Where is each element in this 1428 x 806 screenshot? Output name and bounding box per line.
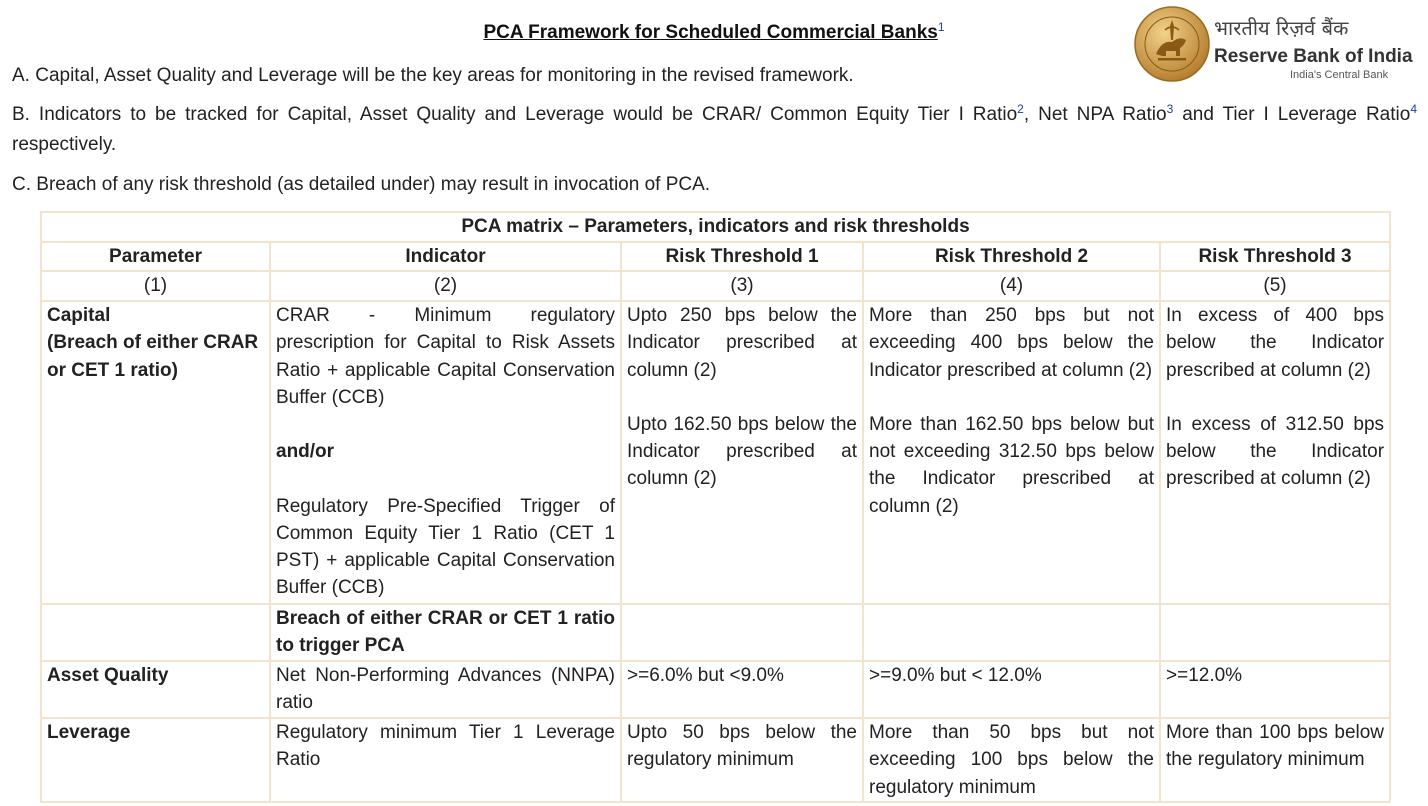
asset-quality-rt3: >=12.0% — [1160, 661, 1390, 718]
column-number-5: (5) — [1160, 271, 1390, 301]
capital-parameter-title: Capital — [47, 305, 111, 327]
table-header-row — [41, 242, 1390, 271]
table-row-leverage — [41, 718, 1390, 802]
column-number-2: (2) — [270, 271, 621, 301]
column-number-row — [41, 271, 1390, 301]
leverage-indicator: Regulatory minimum Tier 1 Leverage Ratio — [270, 718, 621, 802]
header-risk-threshold-1: Risk Threshold 1 — [621, 242, 863, 271]
column-number-4: (4) — [863, 271, 1160, 301]
leverage-rt1: Upto 50 bps below the regulatory minimum — [621, 718, 863, 802]
capital-risk-threshold-2-cell — [863, 301, 1160, 604]
breach-note-empty-cell — [41, 604, 270, 661]
capital-indicator-cet1: Regulatory Pre-Specified Trigger of Common Equity Tier 1 Ratio (CET 1 PST) + applicable Capital Conservation Buffer (CCB) — [276, 495, 615, 599]
spacer — [276, 411, 615, 438]
asset-quality-indicator: Net Non-Performing Advances (NNPA) ratio — [270, 661, 621, 718]
paragraph-b-text-2: , Net NPA Ratio — [1023, 104, 1167, 125]
header-risk-threshold-2: Risk Threshold 2 — [863, 242, 1160, 271]
footnote-ref-3[interactable]: 3 — [1166, 102, 1174, 116]
leverage-rt2: More than 50 bps but not exceeding 100 bps below the regulatory minimum — [863, 718, 1160, 802]
footnote-ref-2[interactable]: 2 — [1017, 102, 1024, 116]
column-number-1: (1) — [41, 271, 270, 301]
spacer — [869, 384, 1154, 411]
header-parameter: Parameter — [41, 242, 270, 271]
asset-quality-parameter: Asset Quality — [41, 661, 270, 718]
header-indicator: Indicator — [270, 242, 621, 271]
capital-indicator-andor: and/or — [276, 441, 335, 463]
table-row-breach-note — [41, 604, 1390, 661]
logo-tagline: India's Central Bank — [1290, 69, 1389, 81]
paragraph-b-text-4: respectively. — [12, 134, 117, 155]
asset-quality-rt2: >=9.0% but < 12.0% — [863, 661, 1160, 718]
spacer — [1166, 384, 1384, 411]
footnote-ref-4[interactable]: 4 — [1410, 102, 1417, 116]
table-row-asset-quality — [41, 661, 1390, 718]
capital-risk-threshold-3-cell — [1160, 301, 1390, 604]
capital-risk-threshold-1-cell — [621, 301, 863, 604]
capital-rt1-cet1: Upto 162.50 bps below the Indicator prescribed at column (2) — [627, 414, 857, 490]
capital-indicator-crar: CRAR - Minimum regulatory prescription for Capital to Risk Assets Ratio + applicable Capital Conservation Buffer (CCB) — [276, 305, 615, 408]
breach-note-empty-cell — [1160, 604, 1390, 661]
logo-hindi-text: भारतीय रिज़र्व बैंक — [1214, 16, 1349, 40]
paragraph-b — [12, 100, 1417, 160]
capital-rt1-crar: Upto 250 bps below the Indicator prescribed at column (2) — [627, 305, 857, 381]
breach-note-empty-cell — [621, 604, 863, 661]
capital-rt3-cet1: In excess of 312.50 bps below the Indicator prescribed at column (2) — [1166, 414, 1385, 490]
capital-parameter-cell — [41, 301, 270, 604]
spacer — [276, 465, 615, 492]
table-row-capital — [41, 301, 1390, 604]
leverage-parameter: Leverage — [41, 718, 270, 802]
logo-english-text: Reserve Bank of India — [1214, 46, 1413, 67]
breach-note-cell: Breach of either CRAR or CET 1 ratio to trigger PCA — [270, 604, 621, 661]
capital-parameter-subtitle: (Breach of either CRAR or CET 1 ratio) — [47, 332, 259, 381]
capital-rt3-crar: In excess of 400 bps below the Indicator prescribed at column (2) — [1166, 305, 1385, 381]
capital-indicator-cell — [270, 301, 621, 604]
asset-quality-rt1: >=6.0% but <9.0% — [621, 661, 863, 718]
spacer — [627, 384, 857, 411]
paragraph-a: A. Capital, Asset Quality and Leverage will be the key areas for monitoring in the revised framework. — [12, 65, 854, 86]
leverage-rt3: More than 100 bps below the regulatory minimum — [1160, 718, 1390, 802]
header-risk-threshold-3: Risk Threshold 3 — [1160, 242, 1390, 271]
pca-matrix-table — [40, 211, 1391, 803]
table-caption: PCA matrix – Parameters, indicators and risk thresholds — [41, 212, 1390, 242]
breach-note-empty-cell — [863, 604, 1160, 661]
capital-rt2-crar: More than 250 bps but not exceeding 400 bps below the Indicator prescribed at column (2) — [869, 305, 1154, 381]
table-caption-row — [41, 212, 1390, 242]
capital-rt2-cet1: More than 162.50 bps below but not exceeding 312.50 bps below the Indicator prescribed at column (2) — [869, 414, 1154, 517]
page-title-text: PCA Framework for Scheduled Commercial Banks — [483, 22, 938, 43]
page-title: PCA Framework for Scheduled Commercial Banks$^1$ — [483, 20, 945, 43]
paragraph-b-text-1: B. Indicators to be tracked for Capital, Asset Quality and Leverage would be CRAR/ Common Equity Tier I Ratio — [12, 104, 1018, 125]
paragraph-b-text-3: and Tier I Leverage Ratio — [1173, 104, 1411, 125]
paragraph-c: C. Breach of any risk threshold (as detailed under) may result in invocation of PCA. — [12, 174, 711, 195]
column-number-3: (3) — [621, 271, 863, 301]
